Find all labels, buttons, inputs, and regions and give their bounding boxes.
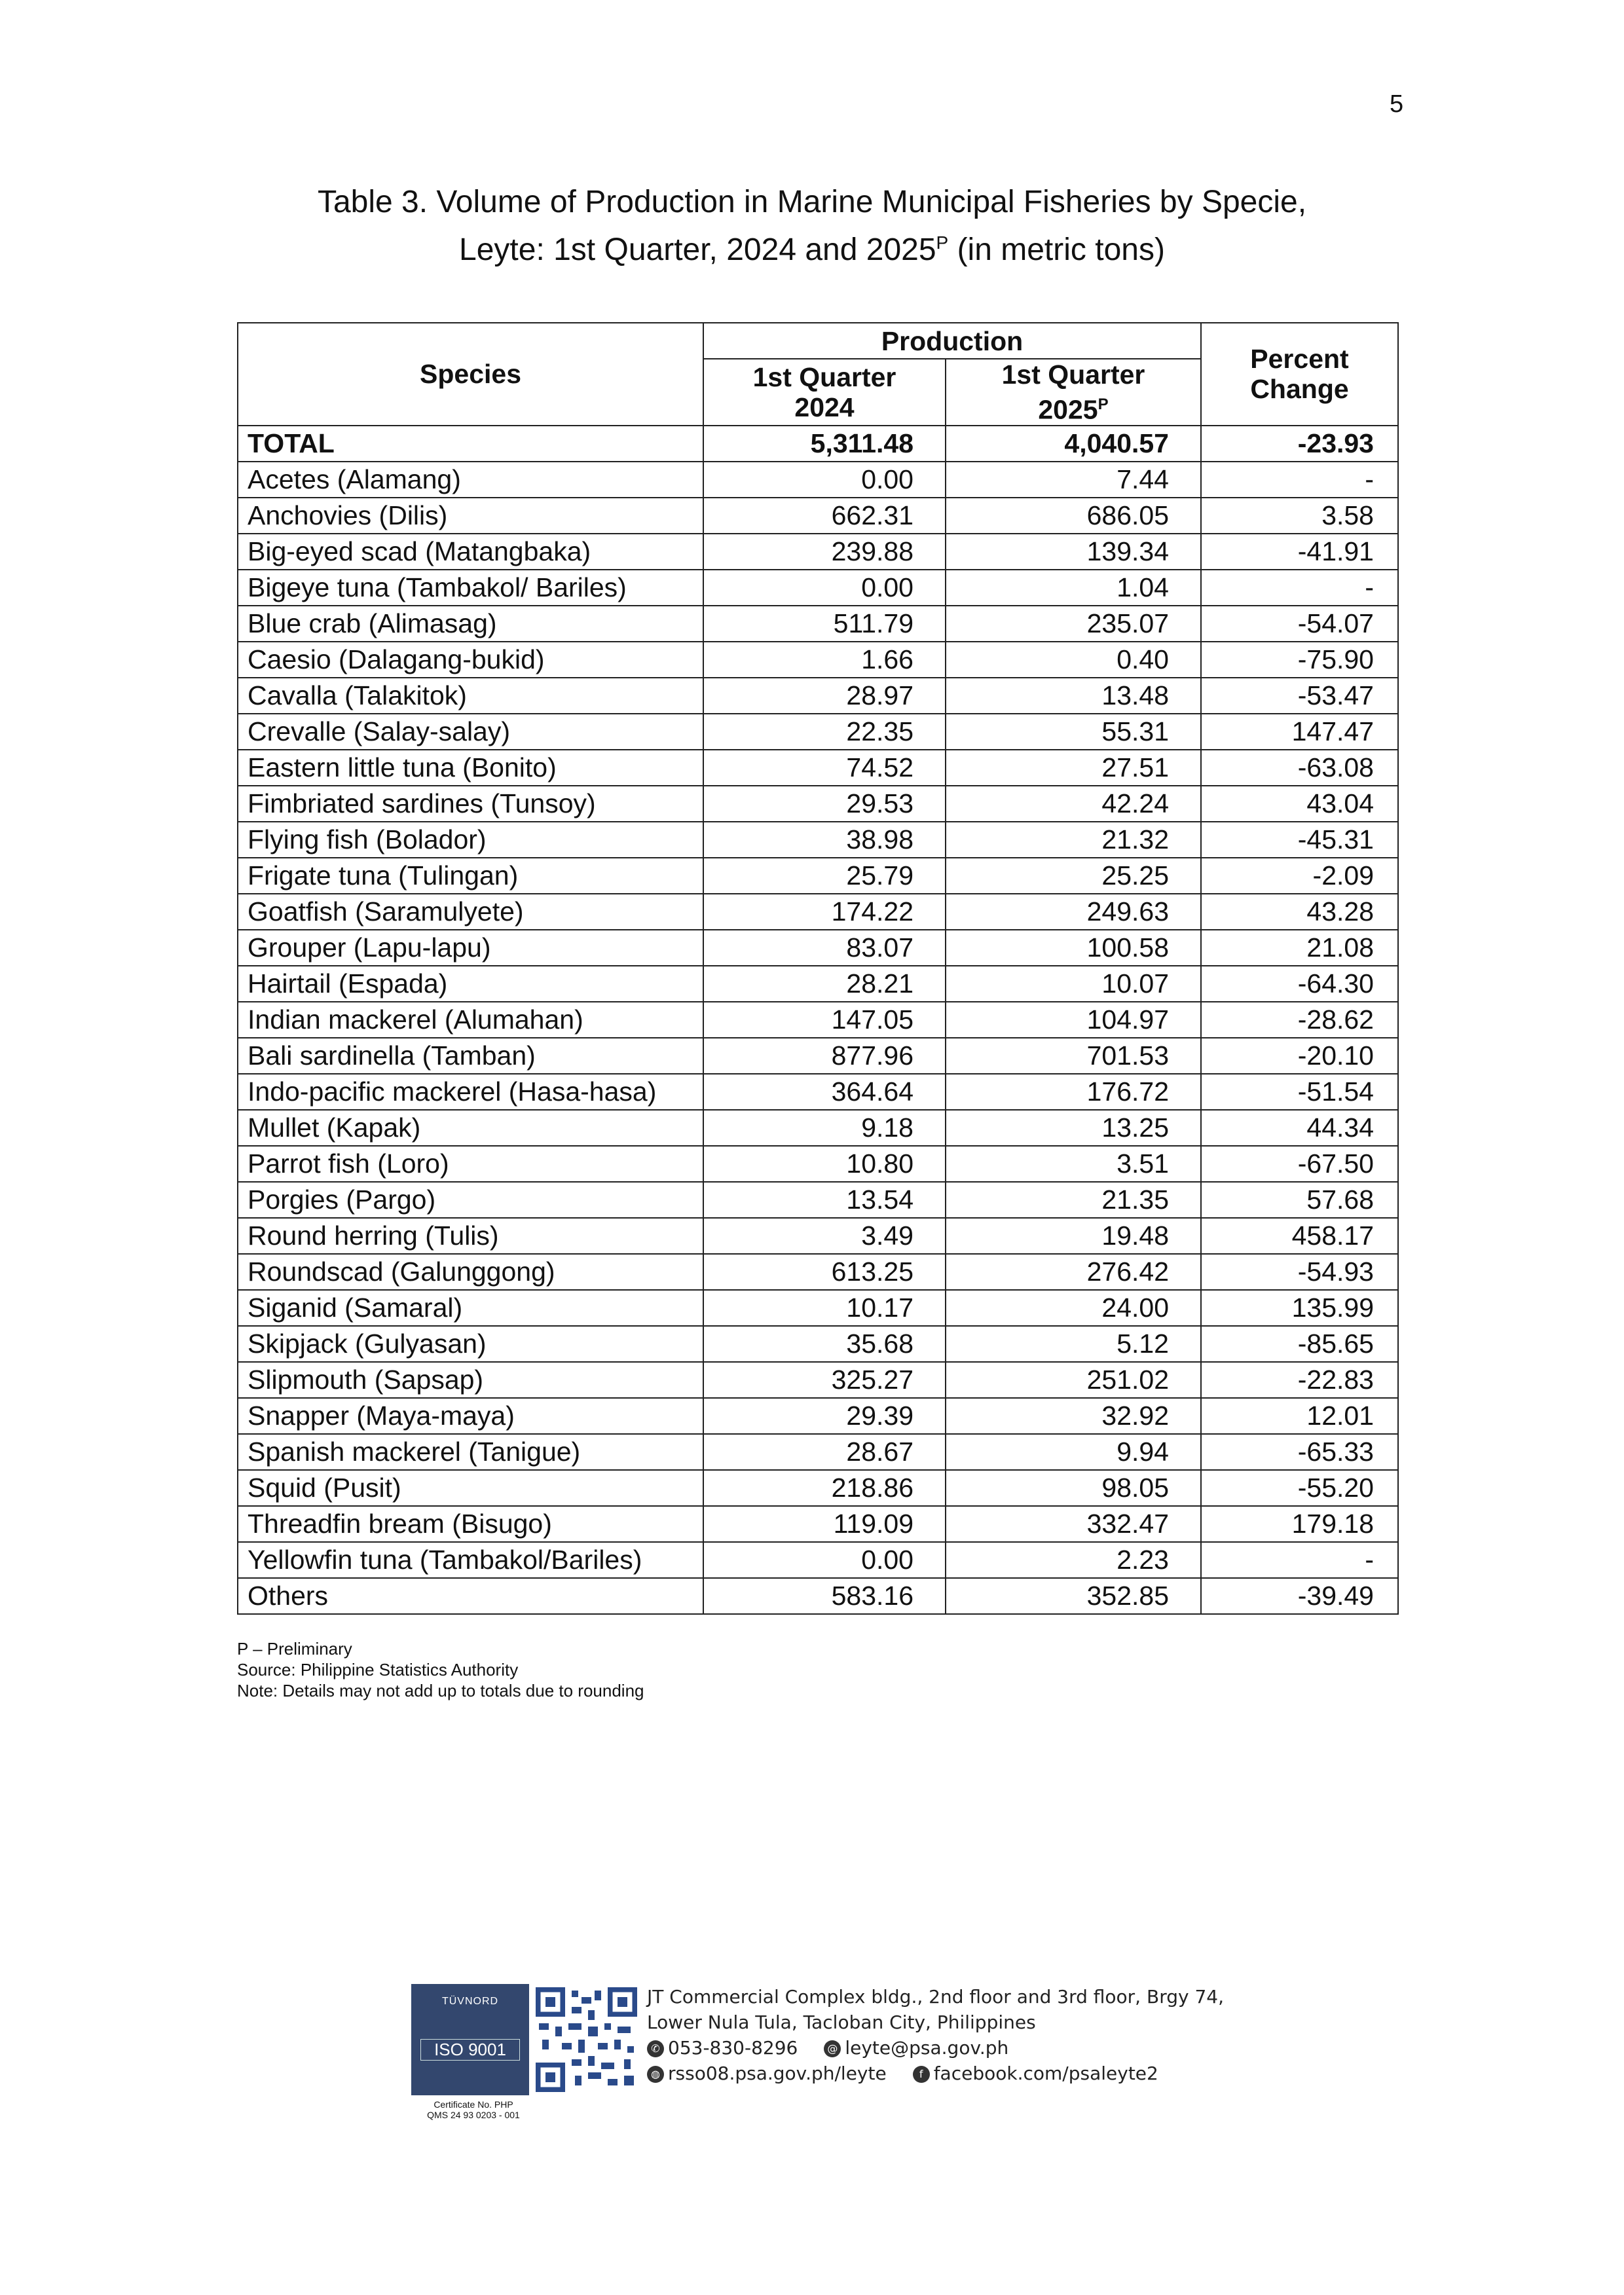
table-row [238, 1362, 1398, 1398]
percent-change-cell: -51.54 [1201, 1074, 1398, 1110]
q2025-cell: 24.00 [946, 1290, 1201, 1326]
q2024-cell: 511.79 [703, 606, 946, 642]
website-link[interactable]: rsso08.psa.gov.ph/leyte [668, 2063, 887, 2084]
species-cell: Yellowfin tuna (Tambakol/Bariles) [238, 1542, 703, 1578]
percent-change-cell: -64.30 [1201, 966, 1398, 1002]
q2024-cell: 662.31 [703, 498, 946, 534]
table-row [238, 1470, 1398, 1506]
phone-icon: ✆ [647, 2040, 664, 2057]
q2024-cell: 22.35 [703, 714, 946, 750]
species-cell: Spanish mackerel (Tanigue) [238, 1434, 703, 1470]
table-row [238, 1434, 1398, 1470]
cert-line-1: Certificate No. PHP [434, 2099, 513, 2110]
percent-change-cell: 12.01 [1201, 1398, 1398, 1434]
table-row [238, 1038, 1398, 1074]
percent-change-cell: 3.58 [1201, 498, 1398, 534]
percent-change-cell: -22.83 [1201, 1362, 1398, 1398]
percent-change-cell: -55.20 [1201, 1470, 1398, 1506]
q2024-cell: 174.22 [703, 894, 946, 930]
header-percent-line2: Change [1250, 374, 1349, 405]
q2025-cell: 13.25 [946, 1110, 1201, 1146]
species-cell: Slipmouth (Sapsap) [238, 1362, 703, 1398]
percent-change-cell: -53.47 [1201, 678, 1398, 714]
table-row [238, 894, 1398, 930]
species-cell: Eastern little tuna (Bonito) [238, 750, 703, 786]
percent-change-cell: 147.47 [1201, 714, 1398, 750]
q2025-cell: 21.35 [946, 1182, 1201, 1218]
title-line-2-suffix: (in metric tons) [948, 232, 1165, 267]
table-row [238, 786, 1398, 822]
q2024-cell: 10.17 [703, 1290, 946, 1326]
preliminary-superscript: P [936, 232, 949, 253]
percent-change-cell: -63.08 [1201, 750, 1398, 786]
species-cell: Indo-pacific mackerel (Hasa-hasa) [238, 1074, 703, 1110]
q2025-cell: 10.07 [946, 966, 1201, 1002]
header-percent-line1: Percent [1250, 344, 1349, 375]
percent-change-cell: -20.10 [1201, 1038, 1398, 1074]
phone-email-line [647, 2035, 1263, 2061]
q2024-cell: 29.39 [703, 1398, 946, 1434]
species-cell: Roundscad (Galunggong) [238, 1254, 703, 1290]
q2025-cell: 139.34 [946, 534, 1201, 570]
title-line-2 [229, 223, 1395, 270]
q2024-cell: 28.97 [703, 678, 946, 714]
email-link[interactable]: leyte@psa.gov.ph [845, 2037, 1009, 2059]
q2025-cell: 701.53 [946, 1038, 1201, 1074]
percent-change-cell: - [1201, 570, 1398, 606]
species-cell: Crevalle (Salay-salay) [238, 714, 703, 750]
q2025-cell: 4,040.57 [946, 426, 1201, 462]
q2025-cell: 3.51 [946, 1146, 1201, 1182]
species-cell: Grouper (Lapu-lapu) [238, 930, 703, 966]
species-cell: Cavalla (Talakitok) [238, 678, 703, 714]
q2025-cell: 100.58 [946, 930, 1201, 966]
header-q2024 [703, 359, 946, 426]
q2025-cell: 352.85 [946, 1578, 1201, 1614]
q2025-cell: 276.42 [946, 1254, 1201, 1290]
table-row [238, 822, 1398, 858]
badge-iso-label: ISO 9001 [420, 2039, 520, 2061]
q2025-cell: 27.51 [946, 750, 1201, 786]
table-row [238, 966, 1398, 1002]
species-cell: Parrot fish (Loro) [238, 1146, 703, 1182]
percent-change-cell: 43.28 [1201, 894, 1398, 930]
table-row [238, 714, 1398, 750]
cert-line-2: QMS 24 93 0203 - 001 [427, 2110, 520, 2120]
table-row [238, 1506, 1398, 1542]
percent-change-cell: 43.04 [1201, 786, 1398, 822]
header-percent-change [1201, 323, 1398, 426]
note-preliminary: P – Preliminary [237, 1639, 352, 1659]
q2024-cell: 0.00 [703, 462, 946, 498]
q2025-cell: 104.97 [946, 1002, 1201, 1038]
q2024-cell: 35.68 [703, 1326, 946, 1362]
note-rounding: Note: Details may not add up to totals due to rounding [237, 1681, 644, 1700]
q2025-cell: 176.72 [946, 1074, 1201, 1110]
table-row [238, 750, 1398, 786]
q2025-cell: 9.94 [946, 1434, 1201, 1470]
q2024-cell: 28.21 [703, 966, 946, 1002]
species-cell: Acetes (Alamang) [238, 462, 703, 498]
q2025-cell: 42.24 [946, 786, 1201, 822]
table-row [238, 498, 1398, 534]
q2025-cell: 332.47 [946, 1506, 1201, 1542]
table-row [238, 1182, 1398, 1218]
percent-change-cell: -75.90 [1201, 642, 1398, 678]
header-q2025 [946, 359, 1201, 426]
table-title [229, 182, 1395, 270]
species-cell: Flying fish (Bolador) [238, 822, 703, 858]
percent-change-cell: -54.93 [1201, 1254, 1398, 1290]
species-cell: Bigeye tuna (Tambakol/ Bariles) [238, 570, 703, 606]
q2025-cell: 32.92 [946, 1398, 1201, 1434]
q2025-cell: 55.31 [946, 714, 1201, 750]
species-cell: TOTAL [238, 426, 703, 462]
production-table [237, 322, 1399, 1615]
header-q2024-line1: 1st Quarter [752, 361, 896, 392]
table-notes [237, 1638, 644, 1701]
iso-certification-badge [411, 1984, 529, 2095]
q2024-cell: 119.09 [703, 1506, 946, 1542]
q2024-cell: 218.86 [703, 1470, 946, 1506]
footer [411, 1984, 1263, 2120]
header-q2025-sup: P [1098, 395, 1109, 413]
species-cell: Frigate tuna (Tulingan) [238, 858, 703, 894]
percent-change-cell: -65.33 [1201, 1434, 1398, 1470]
header-species: Species [238, 323, 703, 426]
percent-change-cell: -39.49 [1201, 1578, 1398, 1614]
species-cell: Indian mackerel (Alumahan) [238, 1002, 703, 1038]
table-header [238, 323, 1398, 426]
percent-change-cell: - [1201, 462, 1398, 498]
table-row [238, 642, 1398, 678]
header-q2024-line2: 2024 [794, 392, 855, 422]
species-cell: Blue crab (Alimasag) [238, 606, 703, 642]
q2025-cell: 251.02 [946, 1362, 1201, 1398]
q2024-cell: 1.66 [703, 642, 946, 678]
table-row [238, 570, 1398, 606]
percent-change-cell: - [1201, 1542, 1398, 1578]
q2025-cell: 249.63 [946, 894, 1201, 930]
table-row [238, 1254, 1398, 1290]
q2024-cell: 25.79 [703, 858, 946, 894]
species-cell: Round herring (Tulis) [238, 1218, 703, 1254]
header-q2025-line2 [955, 390, 1191, 425]
species-cell: Snapper (Maya-maya) [238, 1398, 703, 1434]
percent-change-cell: -2.09 [1201, 858, 1398, 894]
species-cell: Squid (Pusit) [238, 1470, 703, 1506]
header-q2025-year: 2025 [1038, 394, 1098, 425]
species-cell: Goatfish (Saramulyete) [238, 894, 703, 930]
q2024-cell: 5,311.48 [703, 426, 946, 462]
note-source: Source: Philippine Statistics Authority [237, 1660, 519, 1680]
badge-certifier: TÜVNORD [441, 1996, 499, 2007]
contact-block [647, 1984, 1263, 2086]
q2024-cell: 10.80 [703, 1146, 946, 1182]
percent-change-cell: 458.17 [1201, 1218, 1398, 1254]
species-cell: Anchovies (Dilis) [238, 498, 703, 534]
table-row [238, 606, 1398, 642]
q2025-cell: 25.25 [946, 858, 1201, 894]
q2025-cell: 686.05 [946, 498, 1201, 534]
percent-change-cell: -67.50 [1201, 1146, 1398, 1182]
percent-change-cell: -45.31 [1201, 822, 1398, 858]
title-line-2-prefix: Leyte: 1st Quarter, 2024 and 2025 [459, 232, 936, 267]
table-row [238, 534, 1398, 570]
q2024-cell: 325.27 [703, 1362, 946, 1398]
q2024-cell: 28.67 [703, 1434, 946, 1470]
percent-change-cell: 21.08 [1201, 930, 1398, 966]
species-cell: Bali sardinella (Tamban) [238, 1038, 703, 1074]
facebook-link[interactable]: facebook.com/psaleyte2 [933, 2063, 1158, 2084]
percent-change-cell: -85.65 [1201, 1326, 1398, 1362]
species-cell: Mullet (Kapak) [238, 1110, 703, 1146]
header-production: Production [703, 323, 1201, 359]
table-row [238, 1398, 1398, 1434]
table-row [238, 1110, 1398, 1146]
table-row [238, 1542, 1398, 1578]
globe-icon: ◍ [647, 2066, 664, 2083]
table-row [238, 426, 1398, 462]
q2025-cell: 235.07 [946, 606, 1201, 642]
facebook-icon: f [913, 2066, 930, 2083]
q2024-cell: 147.05 [703, 1002, 946, 1038]
q2024-cell: 239.88 [703, 534, 946, 570]
q2025-cell: 2.23 [946, 1542, 1201, 1578]
percent-change-cell: -28.62 [1201, 1002, 1398, 1038]
certificate-number [411, 2099, 536, 2120]
species-cell: Hairtail (Espada) [238, 966, 703, 1002]
address-line-1: JT Commercial Complex bldg., 2nd floor and 3rd floor, Brgy 74, [647, 1986, 1224, 2008]
q2025-cell: 98.05 [946, 1470, 1201, 1506]
table-row [238, 930, 1398, 966]
q2025-cell: 21.32 [946, 822, 1201, 858]
address-line-2: Lower Nula Tula, Tacloban City, Philippines [647, 2011, 1036, 2033]
table-row [238, 1326, 1398, 1362]
species-cell: Skipjack (Gulyasan) [238, 1326, 703, 1362]
phone-number: 053-830-8296 [668, 2037, 798, 2059]
percent-change-cell: -54.07 [1201, 606, 1398, 642]
header-q2025-line1: 1st Quarter [1001, 359, 1145, 390]
page-number: 5 [1390, 90, 1404, 118]
q2024-cell: 877.96 [703, 1038, 946, 1074]
table-body [238, 426, 1398, 1614]
table-row [238, 1002, 1398, 1038]
percent-change-cell: 44.34 [1201, 1110, 1398, 1146]
species-cell: Siganid (Samaral) [238, 1290, 703, 1326]
q2024-cell: 29.53 [703, 786, 946, 822]
table-row [238, 1290, 1398, 1326]
species-cell: Porgies (Pargo) [238, 1182, 703, 1218]
species-cell: Others [238, 1578, 703, 1614]
table-row [238, 678, 1398, 714]
species-cell: Fimbriated sardines (Tunsoy) [238, 786, 703, 822]
q2024-cell: 3.49 [703, 1218, 946, 1254]
q2024-cell: 38.98 [703, 822, 946, 858]
table-row [238, 1074, 1398, 1110]
web-social-line [647, 2061, 1263, 2086]
q2024-cell: 364.64 [703, 1074, 946, 1110]
q2024-cell: 0.00 [703, 570, 946, 606]
percent-change-cell: -23.93 [1201, 426, 1398, 462]
title-line-1: Table 3. Volume of Production in Marine Municipal Fisheries by Specie, [317, 185, 1307, 219]
percent-change-cell: 135.99 [1201, 1290, 1398, 1326]
q2025-cell: 5.12 [946, 1326, 1201, 1362]
q2024-cell: 9.18 [703, 1110, 946, 1146]
q2024-cell: 83.07 [703, 930, 946, 966]
percent-change-cell: -41.91 [1201, 534, 1398, 570]
qr-code-icon [532, 1984, 640, 2095]
q2024-cell: 0.00 [703, 1542, 946, 1578]
percent-change-cell: 57.68 [1201, 1182, 1398, 1218]
species-cell: Big-eyed scad (Matangbaka) [238, 534, 703, 570]
q2025-cell: 13.48 [946, 678, 1201, 714]
species-cell: Threadfin bream (Bisugo) [238, 1506, 703, 1542]
q2024-cell: 613.25 [703, 1254, 946, 1290]
q2025-cell: 0.40 [946, 642, 1201, 678]
table-row [238, 1218, 1398, 1254]
species-cell: Caesio (Dalagang-bukid) [238, 642, 703, 678]
table-row [238, 1146, 1398, 1182]
table-row [238, 858, 1398, 894]
q2024-cell: 13.54 [703, 1182, 946, 1218]
email-icon: @ [824, 2040, 841, 2057]
q2024-cell: 74.52 [703, 750, 946, 786]
q2025-cell: 1.04 [946, 570, 1201, 606]
q2025-cell: 7.44 [946, 462, 1201, 498]
q2024-cell: 583.16 [703, 1578, 946, 1614]
q2025-cell: 19.48 [946, 1218, 1201, 1254]
table-row [238, 1578, 1398, 1614]
table-row [238, 462, 1398, 498]
percent-change-cell: 179.18 [1201, 1506, 1398, 1542]
